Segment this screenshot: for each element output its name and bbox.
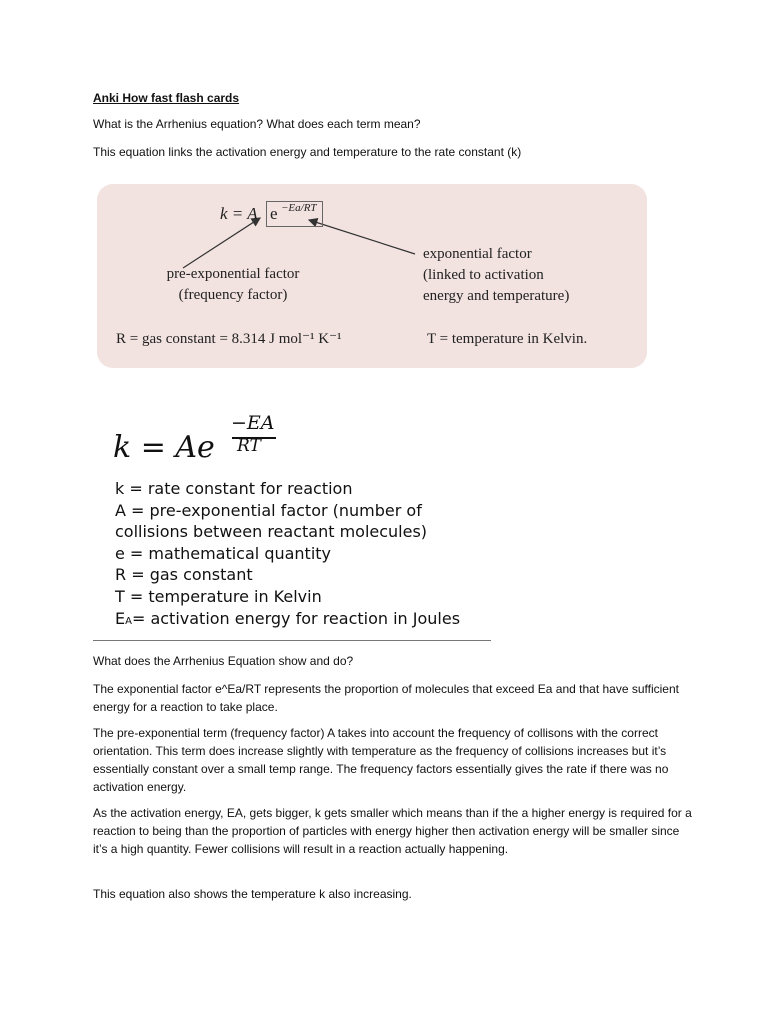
temperature-note: T = temperature in Kelvin.	[427, 331, 588, 347]
exp-label-line3: energy and temperature)	[423, 288, 570, 304]
exp-label-line2: (linked to activation	[423, 267, 544, 283]
eq2-denominator: RT	[237, 436, 261, 456]
paragraph-temperature: This equation also shows the temperature k also increasing.	[93, 887, 412, 901]
eq2-main: k = Ae	[113, 430, 215, 465]
document-title: Anki How fast flash cards	[93, 91, 240, 105]
definition-ea	[115, 608, 460, 633]
question-text: What is the Arrhenius equation? What does each term mean?	[93, 117, 421, 131]
pre-label-line2: (frequency factor)	[178, 287, 288, 303]
arrhenius-figure	[97, 184, 647, 368]
pre-exponential-label	[138, 264, 328, 306]
definition-a: A = pre-exponential factor (number of	[115, 500, 422, 520]
eq2-numerator: −EA	[231, 412, 275, 434]
box-exp-base: e	[270, 204, 278, 223]
paragraph-pre-exponential: The pre-exponential term (frequency factor) A takes into account the frequency of collisons with the correct orientation. This term does increase slightly with temperature as the frequency of collisions increases but it’s essentially constant over a small temp range. The frequency factors essentially gives the rate if there was no activation energy.	[93, 726, 669, 794]
definition-e: e = mathematical quantity	[115, 543, 332, 563]
paragraph-exponential: The exponential factor e^Ea/RT represents the proportion of molecules that exceed Ea and that have sufficient energy for a reaction to take place.	[93, 682, 679, 714]
ea-text: = activation energy for reaction in Joules	[131, 608, 461, 628]
divider-line	[93, 640, 491, 641]
gas-constant-note: R = gas constant = 8.314 J mol⁻¹ K⁻¹	[116, 331, 342, 347]
definition-r: R = gas constant	[115, 565, 253, 585]
definition-a-cont: collisions between reactant molecules)	[115, 522, 428, 542]
definitions-list	[115, 478, 460, 632]
definition-k: k = rate constant for reaction	[115, 479, 353, 498]
exp-label-line1: exponential factor	[423, 246, 532, 262]
ea-symbol: E	[115, 608, 126, 628]
exp-factor-arrow	[309, 220, 415, 254]
intro-text: This equation links the activation energy and temperature to the rate constant (k)	[93, 145, 522, 159]
exponential-label	[423, 244, 569, 307]
section-heading: What does the Arrhenius Equation show and do?	[93, 654, 354, 668]
box-exp-power: −Ea/RT	[281, 202, 317, 214]
pre-factor-arrow	[183, 218, 260, 268]
pre-label-line1: pre-exponential factor	[166, 266, 300, 282]
paragraph-activation-energy: As the activation energy, EA, gets bigger, k gets smaller which means than if the a higher energy is required for a reaction to being than the proportion of particles with energy higher then activation energy will be smaller since it’s a high quantity. Fewer collisions will result in a reaction actually happening.	[93, 806, 692, 856]
box-equation-lhs: k = A	[220, 204, 258, 223]
definition-t: T = temperature in Kelvin	[115, 586, 322, 606]
ea-subscript: A	[125, 615, 132, 627]
